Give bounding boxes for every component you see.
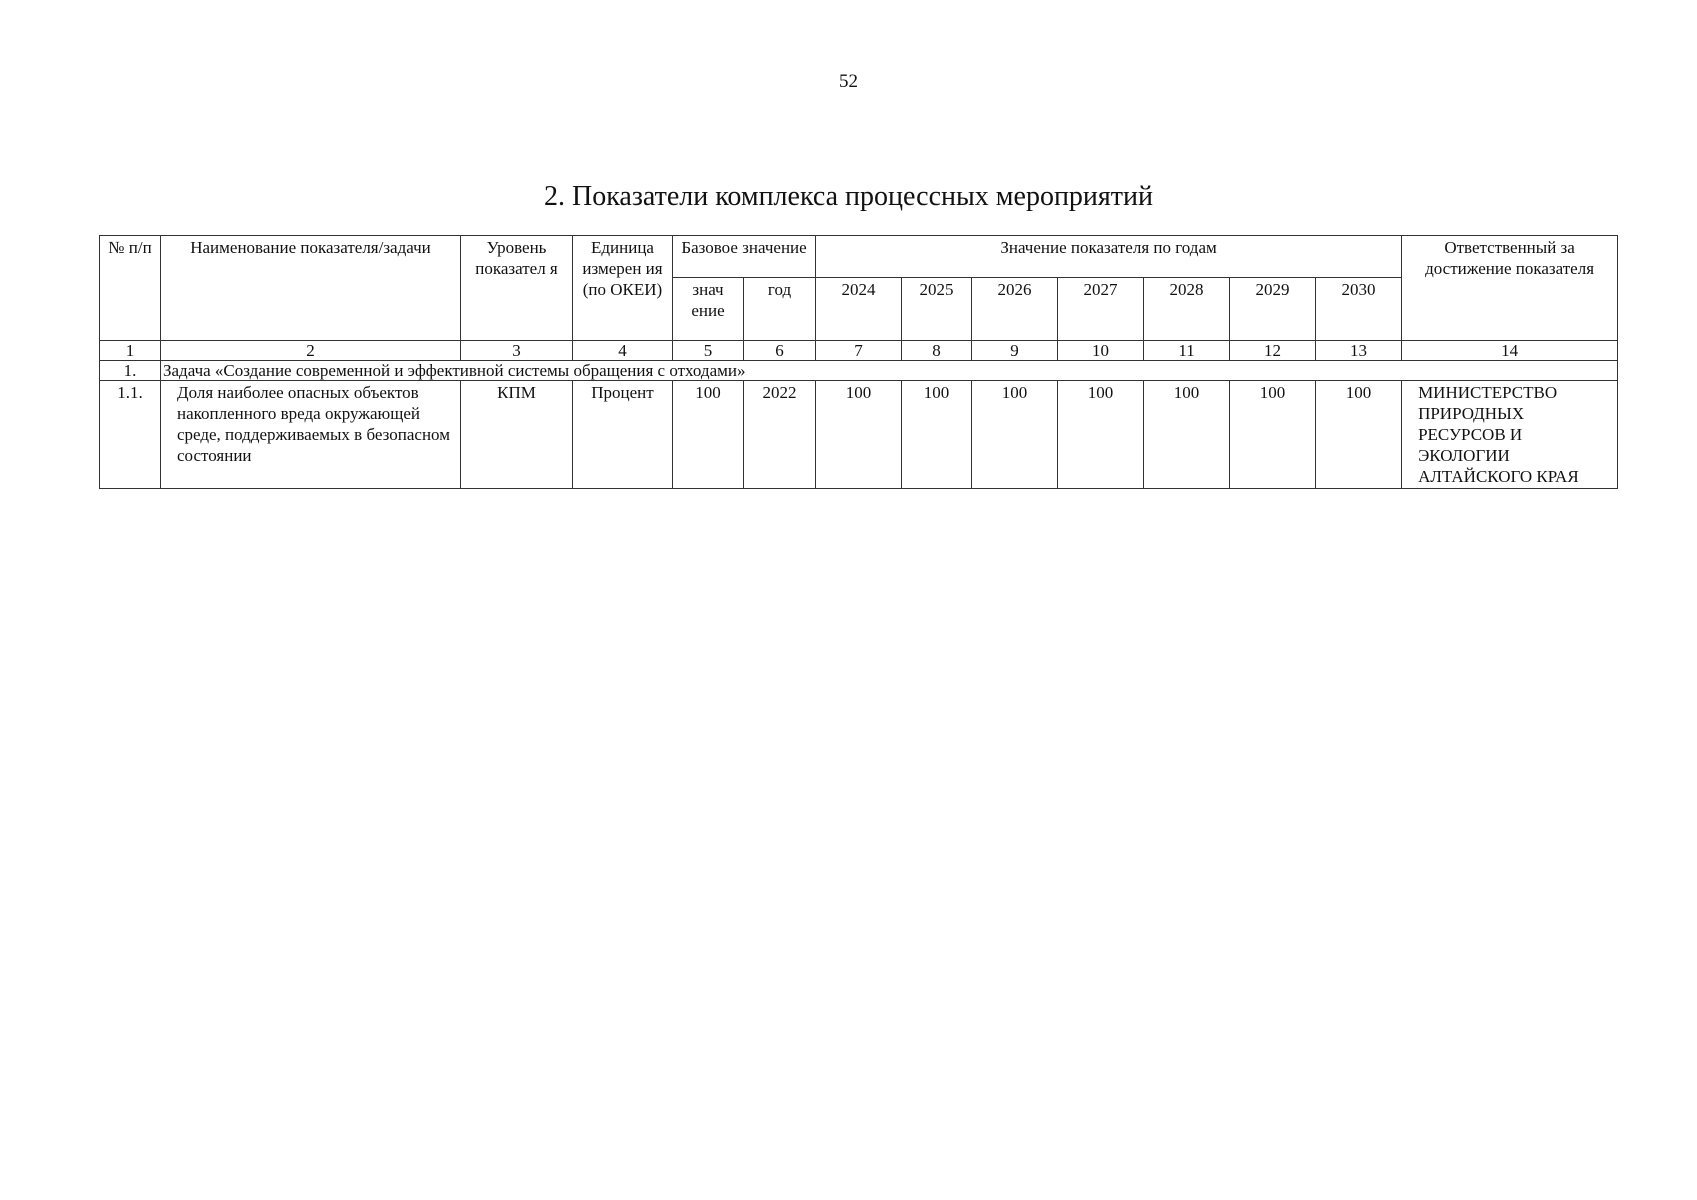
column-number: 11 — [1144, 341, 1230, 361]
indicators-table — [99, 235, 1618, 489]
row-year-value: 100 — [1144, 381, 1230, 489]
row-year-value: 100 — [1316, 381, 1402, 489]
row-name: Доля наиболее опасных объектов накопленного вреда окружающей среде, поддерживаемых в безопасном состоянии — [161, 381, 461, 489]
row-responsible: МИНИСТЕРСТВО ПРИРОДНЫХ РЕСУРСОВ И ЭКОЛОГИИ АЛТАЙСКОГО КРАЯ — [1402, 381, 1618, 489]
column-number: 10 — [1058, 341, 1144, 361]
header-year: 2024 — [816, 278, 902, 341]
column-number: 8 — [902, 341, 972, 361]
header-years-group: Значение показателя по годам — [816, 236, 1402, 278]
page-number: 52 — [839, 71, 858, 92]
header-year: 2027 — [1058, 278, 1144, 341]
header-year: 2029 — [1230, 278, 1316, 341]
header-level: Уровень показател я — [461, 236, 573, 341]
header-year: 2030 — [1316, 278, 1402, 341]
header-unit: Единица измерен ия (по ОКЕИ) — [573, 236, 673, 341]
row-year-value: 100 — [1058, 381, 1144, 489]
column-number-row — [100, 341, 1618, 361]
task-num: 1. — [100, 361, 161, 381]
column-number: 13 — [1316, 341, 1402, 361]
header-year: 2025 — [902, 278, 972, 341]
task-row — [100, 361, 1618, 381]
column-number: 4 — [573, 341, 673, 361]
row-level: КПМ — [461, 381, 573, 489]
column-number: 6 — [744, 341, 816, 361]
header-row-1 — [100, 236, 1618, 278]
column-number: 1 — [100, 341, 161, 361]
header-base-year: год — [744, 278, 816, 341]
column-number: 14 — [1402, 341, 1618, 361]
table-row — [100, 381, 1618, 489]
task-text: Задача «Создание современной и эффективной системы обращения с отходами» — [161, 361, 1618, 381]
header-base: Базовое значение — [673, 236, 816, 278]
row-year-value: 100 — [816, 381, 902, 489]
column-number: 9 — [972, 341, 1058, 361]
section-title: 2. Показатели комплекса процессных мероприятий — [543, 181, 1153, 212]
row-year-value: 100 — [1230, 381, 1316, 489]
header-responsible: Ответственный за достижение показателя — [1402, 236, 1618, 341]
column-number: 2 — [161, 341, 461, 361]
row-year-value: 100 — [972, 381, 1058, 489]
row-unit: Процент — [573, 381, 673, 489]
row-base-year: 2022 — [744, 381, 816, 489]
header-year: 2026 — [972, 278, 1058, 341]
row-num: 1.1. — [100, 381, 161, 489]
column-number: 5 — [673, 341, 744, 361]
column-number: 7 — [816, 341, 902, 361]
header-year: 2028 — [1144, 278, 1230, 341]
header-name: Наименование показателя/задачи — [161, 236, 461, 341]
header-base-value: знач ение — [673, 278, 744, 341]
column-number: 12 — [1230, 341, 1316, 361]
column-number: 3 — [461, 341, 573, 361]
row-base-value: 100 — [673, 381, 744, 489]
row-year-value: 100 — [902, 381, 972, 489]
header-num: № п/п — [100, 236, 161, 341]
